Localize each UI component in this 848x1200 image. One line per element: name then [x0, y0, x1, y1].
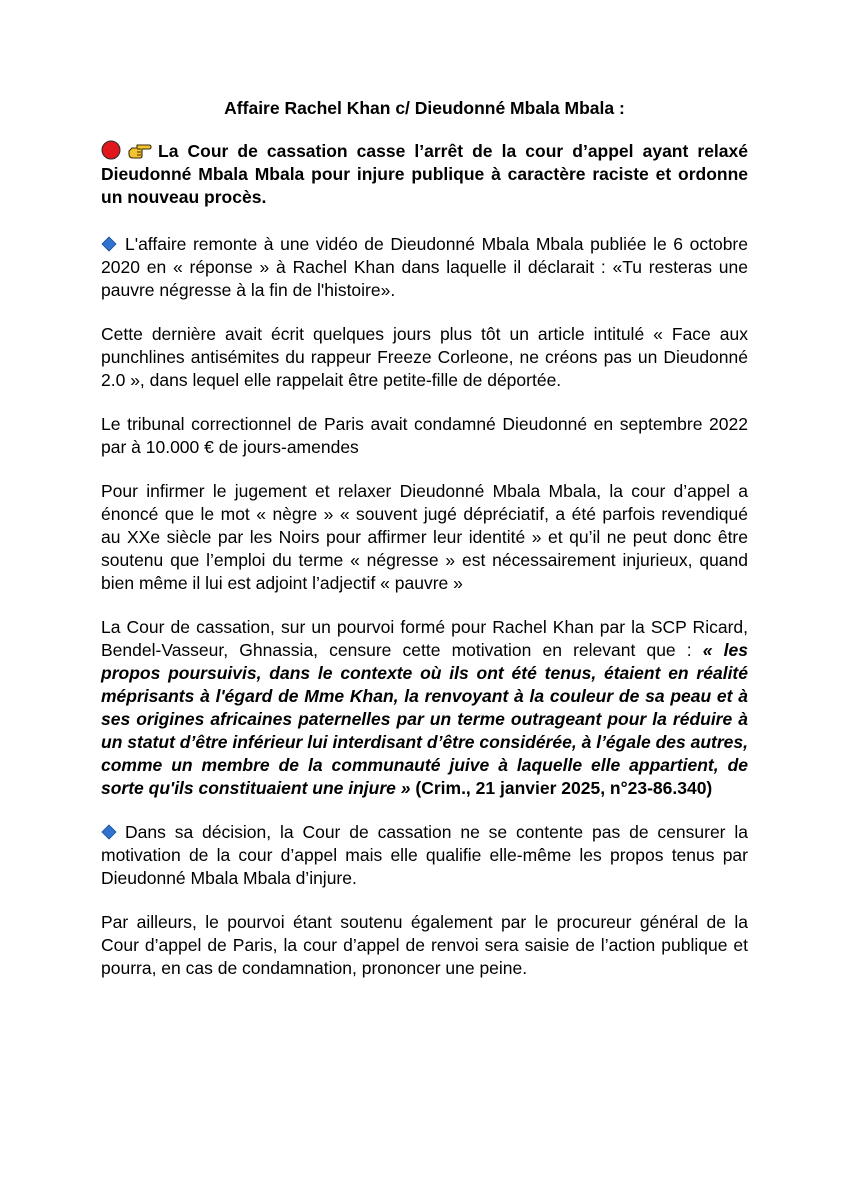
headline-text: La Cour de cassation casse l’arrêt de la cour d’appel ayant relaxé Dieudonné Mbala Mbala pour injure publique à caractère raciste et ordonne un nouveau procès.	[101, 141, 748, 207]
court-citation: (Crim., 21 janvier 2025, n°23-86.340)	[415, 778, 713, 798]
paragraph-1-text: L'affaire remonte à une vidéo de Dieudonné Mbala Mbala publiée le 6 octobre 2020 en « réponse » à Rachel Khan dans laquelle il déclarait : «Tu resteras une pauvre négresse à la fin de l'histoire».	[101, 234, 748, 300]
paragraph-6	[101, 821, 748, 890]
blue-diamond-icon	[101, 236, 117, 252]
blue-diamond-icon	[101, 824, 117, 840]
document-title: Affaire Rachel Khan c/ Dieudonné Mbala Mbala :	[224, 98, 625, 118]
court-quote: « les propos poursuivis, dans le contexte où ils ont été tenus, étaient en réalité méprisants à l'égard de Mme Khan, la renvoyant à la couleur de sa peau et à ses origines africaines paternelles par un terme outrageant pour la réduire à un statut d’être inférieur lui interdisant d’être considérée, à l’égale des autres, comme un membre de la communauté juive à laquelle elle appartient, de sorte qu'ils constituaient une injure »	[101, 640, 748, 798]
paragraph-1	[101, 233, 748, 302]
paragraph-2: Cette dernière avait écrit quelques jours plus tôt un article intitulé « Face aux punchlines antisémites du rappeur Freeze Corleone, ne créons pas un Dieudonné 2.0 », dans lequel elle rappelait être petite-fille de déportée.	[101, 324, 748, 390]
paragraph-4: Pour infirmer le jugement et relaxer Dieudonné Mbala Mbala, la cour d’appel a énoncé que le mot « nègre » « souvent jugé dépréciatif, a été parfois revendiqué au XXe siècle par les Noirs pour affirmer leur identité » et qu’il ne peut donc être soutenu que l’emploi du terme « négresse » est nécessairement injurieux, quand bien même il lui est adjoint l’adjectif « pauvre »	[101, 481, 748, 593]
paragraph-5	[101, 616, 748, 800]
paragraph-7: Par ailleurs, le pourvoi étant soutenu également par le procureur général de la Cour d’appel de Paris, la cour d’appel de renvoi sera saisie de l’action publique et pourra, en cas de condamnation, prononcer une peine.	[101, 912, 748, 978]
paragraph-5-intro: La Cour de cassation, sur un pourvoi formé pour Rachel Khan par la SCP Ricard, Bendel-Vasseur, Ghnassia, censure cette motivation en relevant que :	[101, 617, 748, 660]
headline-paragraph	[101, 140, 748, 209]
paragraph-3: Le tribunal correctionnel de Paris avait condamné Dieudonné en septembre 2022 par à 10.000 € de jours-amendes	[101, 414, 748, 457]
paragraph-6-text: Dans sa décision, la Cour de cassation ne se contente pas de censurer la motivation de la cour d’appel mais elle qualifie elle-même les propos tenus par Dieudonné Mbala Mbala d’injure.	[101, 822, 748, 888]
pointing-hand-icon	[128, 142, 152, 160]
red-circle-icon	[101, 140, 121, 160]
